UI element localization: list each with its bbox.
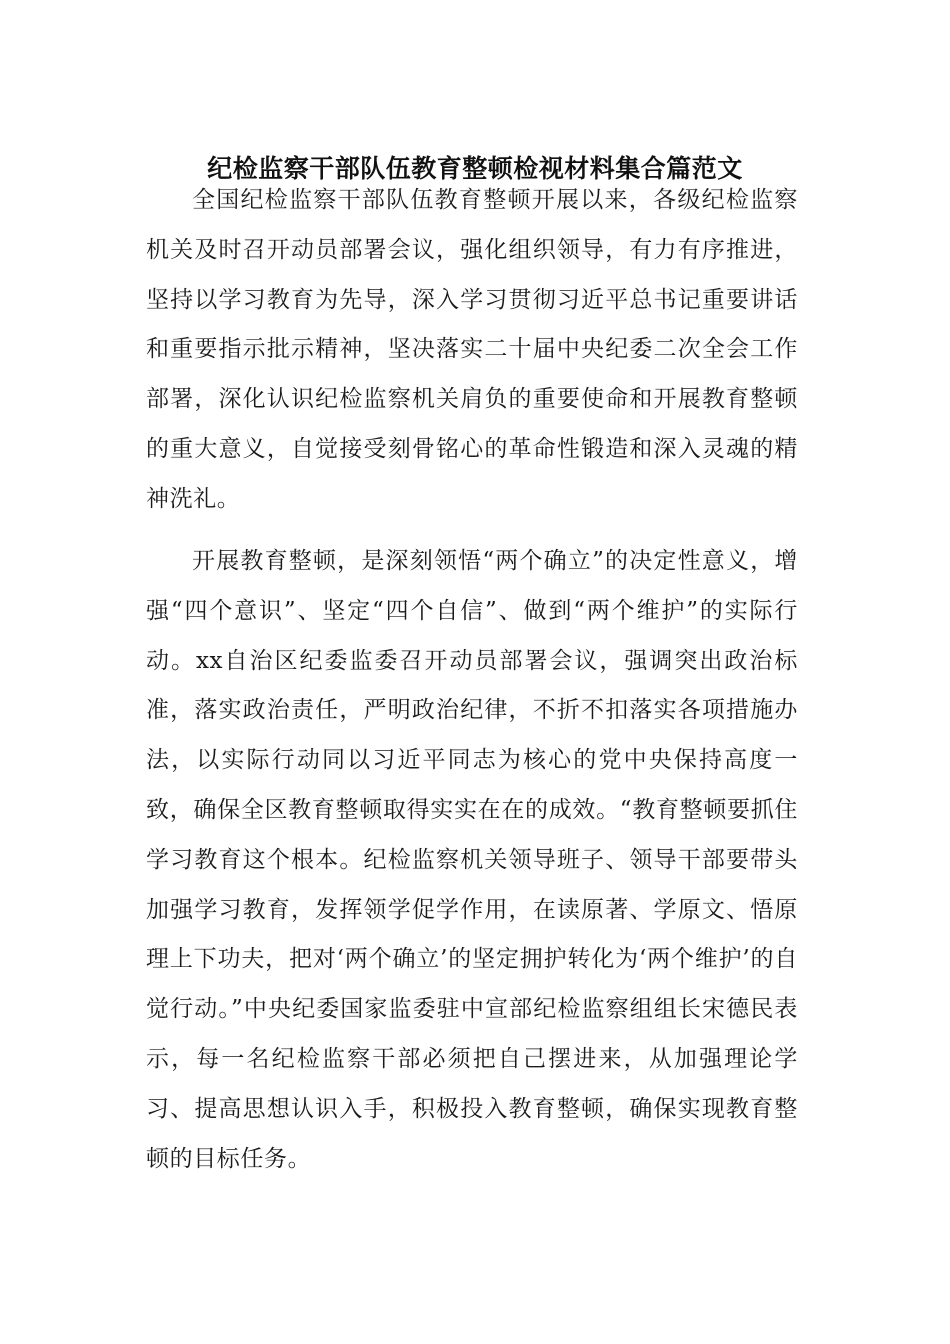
body-paragraph: 全国纪检监察干部队伍教育整顿开展以来，各级纪检监察机关及时召开动员部署会议，强化组织领导，有力有序推进，坚持以学习教育为先导，深入学习贯彻习近平总书记重要讲话和重要指示批示精神，坚决落实二十届中央纪委二次全会工作部署，深化认识纪检监察机关肩负的重要使命和开展教育整顿的重大意义，自觉接受刻骨铭心的革命性锻造和深入灵魂的精神洗礼。 — [146, 187, 798, 512]
document-title: 纪检监察干部队伍教育整顿检视材料集合篇范文 — [207, 153, 743, 183]
body-paragraph: 开展教育整顿，是深刻领悟“两个确立”的决定性意义，增强“四个意识”、坚定“四个自信”、做到“两个维护”的实际行动。xx自治区纪委监委召开动员部署会议，强调突出政治标准，落实政治责任，严明政治纪律，不折不扣落实各项措施办法，以实际行动同以习近平同志为核心的党中央保持高度一致，确保全区教育整顿取得实实在在的成效。“教育整顿要抓住学习教育这个根本。纪检监察机关领导班子、领导干部要带头加强学习教育，发挥领学促学作用，在读原著、学原文、悟原理上下功夫，把对‘两个确立’的坚定拥护转化为‘两个维护’的自觉行动。”中央纪委国家监委驻中宣部纪检监察组组长宋德民表示，每一名纪检监察干部必须把自己摆进来，从加强理论学习、提高思想认识入手，积极投入教育整顿，确保实现教育整顿的目标任务。 — [146, 548, 798, 1172]
